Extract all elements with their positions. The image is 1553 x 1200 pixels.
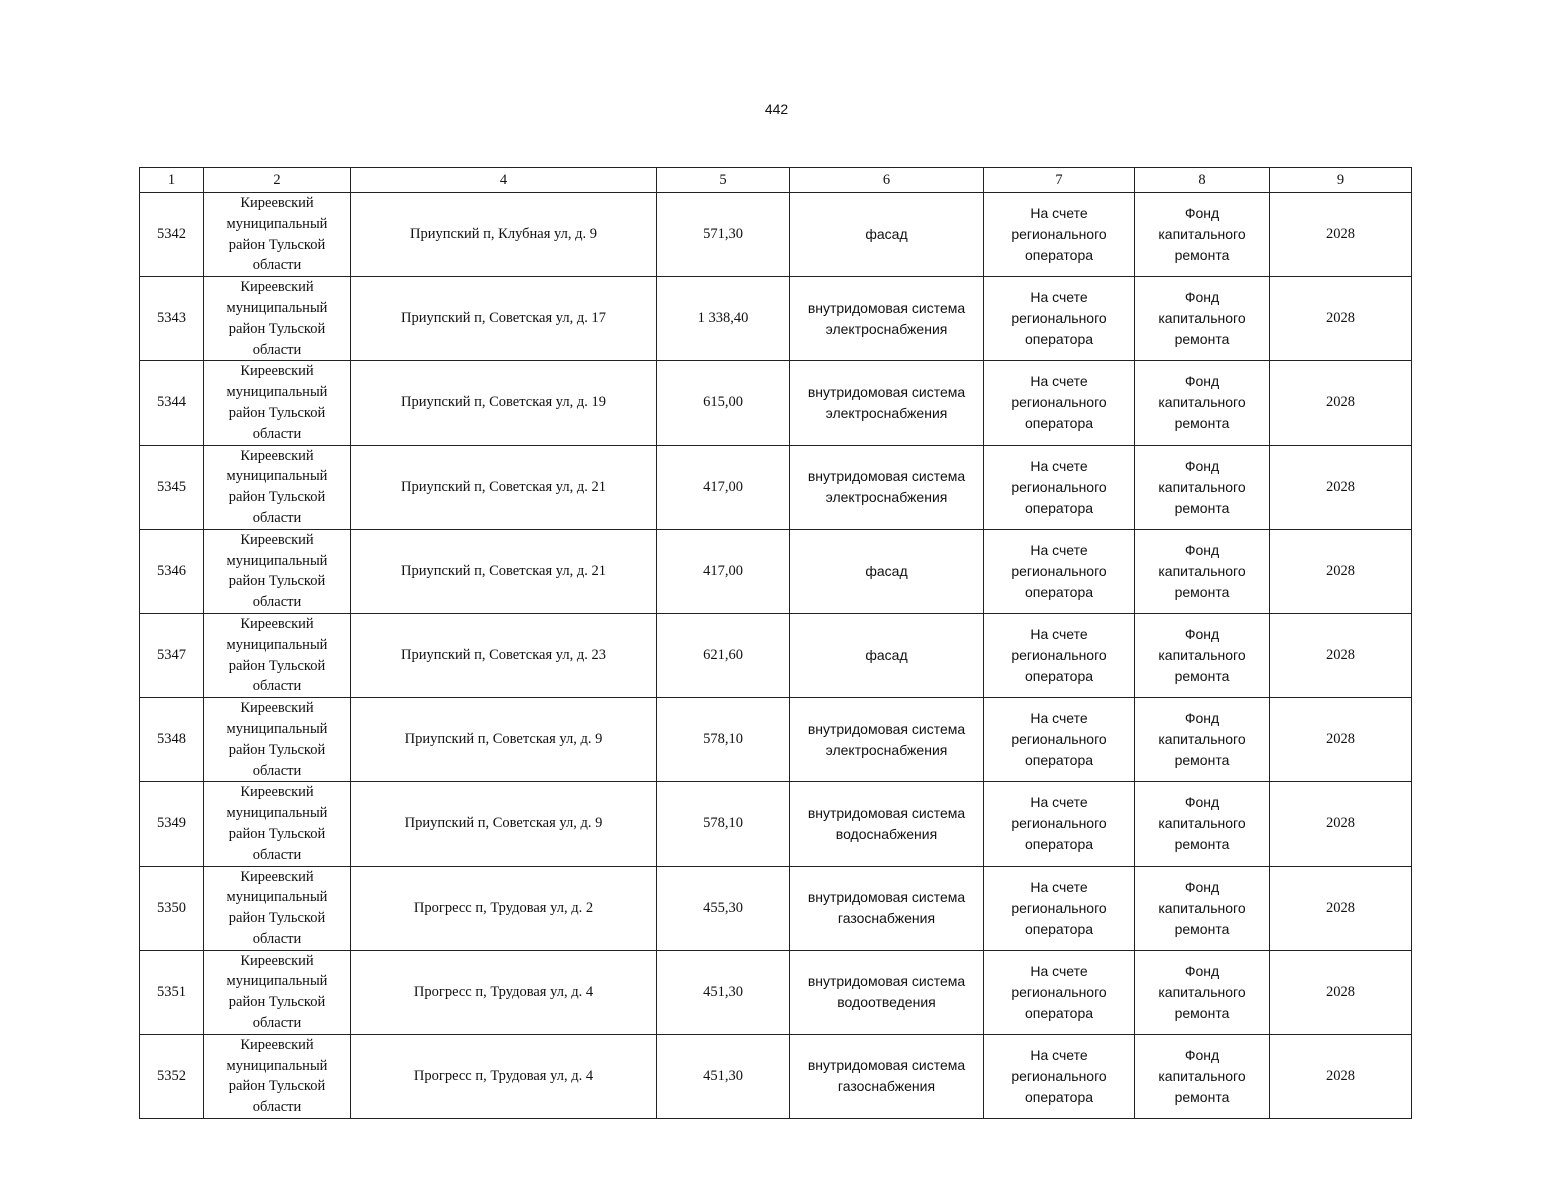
area-cell: 578,10 [657,698,790,782]
year-cell: 2028 [1270,698,1412,782]
table-row [140,445,1412,529]
municipality-cell: Киреевский муниципальный район Тульской области [204,529,351,613]
address-cell: Прогресс п, Трудовая ул, д. 4 [351,1034,657,1118]
municipality-cell: Киреевский муниципальный район Тульской области [204,277,351,361]
header-col-2: 2 [204,168,351,193]
account-cell: На счете регионального оператора [984,1034,1135,1118]
work-type-cell: внутридомовая система электроснабжения [790,361,984,445]
table-row [140,361,1412,445]
header-col-4: 4 [351,168,657,193]
header-col-8: 8 [1135,168,1270,193]
work-type-cell: внутридомовая система электроснабжения [790,277,984,361]
year-cell: 2028 [1270,866,1412,950]
row-number: 5351 [140,950,204,1034]
municipality-cell: Киреевский муниципальный район Тульской области [204,1034,351,1118]
account-cell: На счете регионального оператора [984,445,1135,529]
capital-repair-table [139,167,1412,1119]
year-cell: 2028 [1270,529,1412,613]
fund-cell: Фонд капитального ремонта [1135,277,1270,361]
row-number: 5348 [140,698,204,782]
municipality-cell: Киреевский муниципальный район Тульской области [204,613,351,697]
table-row [140,950,1412,1034]
account-cell: На счете регионального оператора [984,361,1135,445]
row-number: 5346 [140,529,204,613]
row-number: 5344 [140,361,204,445]
year-cell: 2028 [1270,193,1412,277]
account-cell: На счете регионального оператора [984,950,1135,1034]
area-cell: 578,10 [657,782,790,866]
address-cell: Прогресс п, Трудовая ул, д. 4 [351,950,657,1034]
year-cell: 2028 [1270,782,1412,866]
row-number: 5347 [140,613,204,697]
area-cell: 417,00 [657,445,790,529]
table-row [140,698,1412,782]
address-cell: Приупский п, Советская ул, д. 23 [351,613,657,697]
header-col-9: 9 [1270,168,1412,193]
account-cell: На счете регионального оператора [984,193,1135,277]
area-cell: 1 338,40 [657,277,790,361]
work-type-cell: внутридомовая система водоснабжения [790,782,984,866]
area-cell: 451,30 [657,1034,790,1118]
fund-cell: Фонд капитального ремонта [1135,1034,1270,1118]
address-cell: Приупский п, Советская ул, д. 9 [351,782,657,866]
year-cell: 2028 [1270,613,1412,697]
address-cell: Приупский п, Советская ул, д. 19 [351,361,657,445]
area-cell: 455,30 [657,866,790,950]
work-type-cell: фасад [790,529,984,613]
work-type-cell: фасад [790,193,984,277]
account-cell: На счете регионального оператора [984,529,1135,613]
row-number: 5343 [140,277,204,361]
row-number: 5349 [140,782,204,866]
row-number: 5345 [140,445,204,529]
fund-cell: Фонд капитального ремонта [1135,445,1270,529]
fund-cell: Фонд капитального ремонта [1135,698,1270,782]
municipality-cell: Киреевский муниципальный район Тульской области [204,950,351,1034]
work-type-cell: внутридомовая система электроснабжения [790,445,984,529]
table-row [140,277,1412,361]
table-body [140,193,1412,1119]
account-cell: На счете регионального оператора [984,613,1135,697]
header-row [140,168,1412,193]
fund-cell: Фонд капитального ремонта [1135,866,1270,950]
municipality-cell: Киреевский муниципальный район Тульской области [204,193,351,277]
fund-cell: Фонд капитального ремонта [1135,782,1270,866]
fund-cell: Фонд капитального ремонта [1135,529,1270,613]
address-cell: Приупский п, Советская ул, д. 17 [351,277,657,361]
fund-cell: Фонд капитального ремонта [1135,193,1270,277]
address-cell: Приупский п, Советская ул, д. 21 [351,529,657,613]
fund-cell: Фонд капитального ремонта [1135,613,1270,697]
address-cell: Приупский п, Советская ул, д. 9 [351,698,657,782]
row-number: 5350 [140,866,204,950]
account-cell: На счете регионального оператора [984,866,1135,950]
year-cell: 2028 [1270,361,1412,445]
year-cell: 2028 [1270,950,1412,1034]
municipality-cell: Киреевский муниципальный район Тульской области [204,782,351,866]
area-cell: 621,60 [657,613,790,697]
year-cell: 2028 [1270,445,1412,529]
work-type-cell: фасад [790,613,984,697]
table-header [140,168,1412,193]
account-cell: На счете регионального оператора [984,277,1135,361]
area-cell: 615,00 [657,361,790,445]
municipality-cell: Киреевский муниципальный район Тульской области [204,361,351,445]
year-cell: 2028 [1270,1034,1412,1118]
row-number: 5342 [140,193,204,277]
page-number: 442 [764,101,789,117]
municipality-cell: Киреевский муниципальный район Тульской области [204,698,351,782]
year-cell: 2028 [1270,277,1412,361]
header-col-5: 5 [657,168,790,193]
table-row [140,782,1412,866]
area-cell: 417,00 [657,529,790,613]
fund-cell: Фонд капитального ремонта [1135,361,1270,445]
account-cell: На счете регионального оператора [984,698,1135,782]
table-row [140,866,1412,950]
area-cell: 571,30 [657,193,790,277]
header-col-1: 1 [140,168,204,193]
row-number: 5352 [140,1034,204,1118]
header-col-7: 7 [984,168,1135,193]
address-cell: Прогресс п, Трудовая ул, д. 2 [351,866,657,950]
table-row [140,193,1412,277]
table-row [140,529,1412,613]
fund-cell: Фонд капитального ремонта [1135,950,1270,1034]
table-row [140,1034,1412,1118]
address-cell: Приупский п, Клубная ул, д. 9 [351,193,657,277]
work-type-cell: внутридомовая система газоснабжения [790,866,984,950]
work-type-cell: внутридомовая система электроснабжения [790,698,984,782]
header-col-6: 6 [790,168,984,193]
address-cell: Приупский п, Советская ул, д. 21 [351,445,657,529]
table-row [140,613,1412,697]
account-cell: На счете регионального оператора [984,782,1135,866]
work-type-cell: внутридомовая система газоснабжения [790,1034,984,1118]
area-cell: 451,30 [657,950,790,1034]
work-type-cell: внутридомовая система водоотведения [790,950,984,1034]
municipality-cell: Киреевский муниципальный район Тульской области [204,866,351,950]
municipality-cell: Киреевский муниципальный район Тульской области [204,445,351,529]
